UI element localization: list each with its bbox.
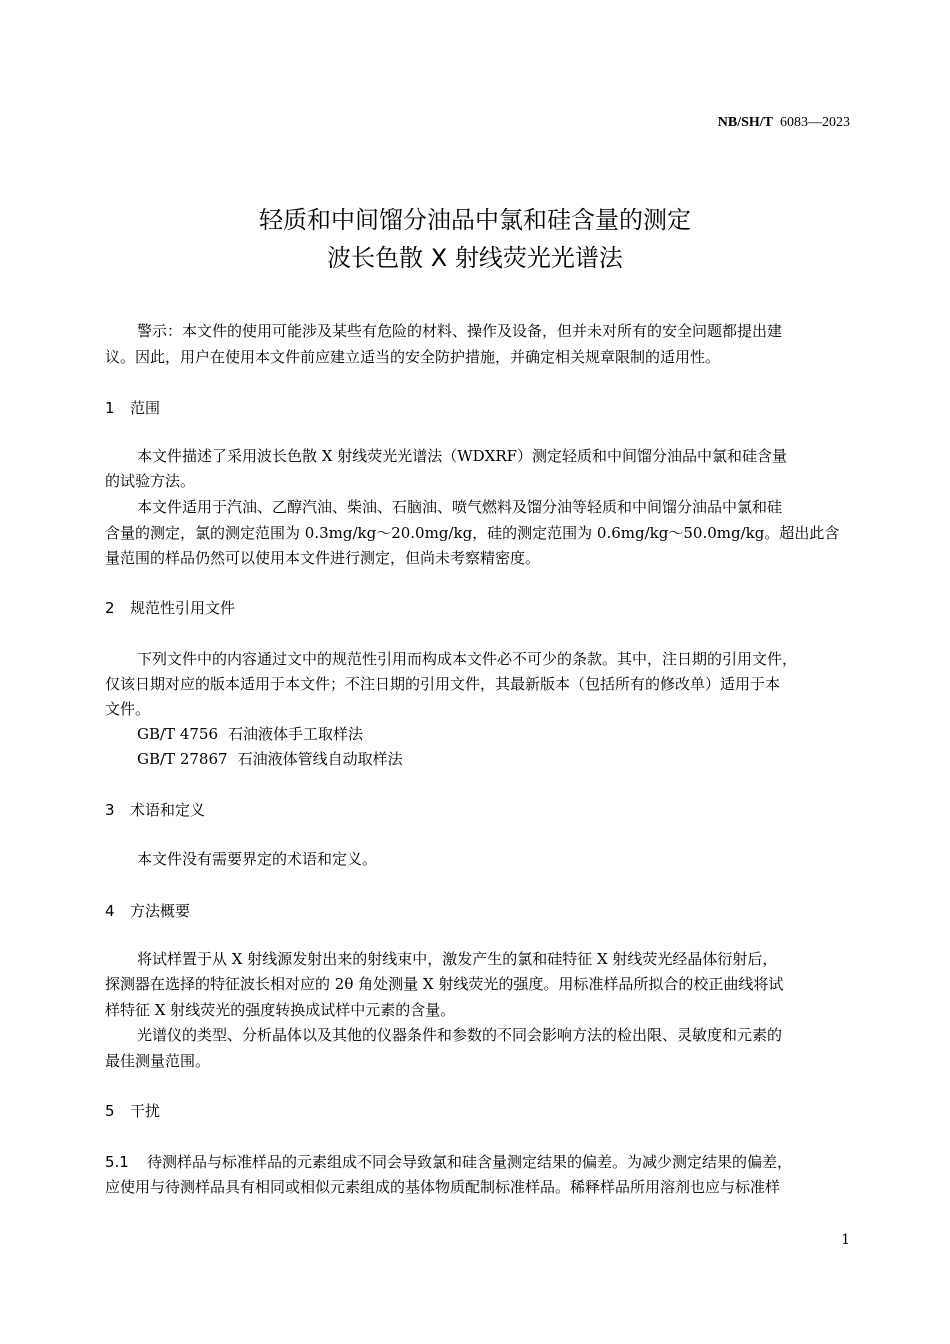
section-heading-4 xyxy=(105,900,190,921)
clause-number: 5.1 xyxy=(105,1153,129,1171)
paragraph-line: 本文件没有需要界定的术语和定义。 xyxy=(137,850,378,868)
section-heading-3 xyxy=(105,799,205,820)
paragraph-line: 下列文件中的内容通过文中的规范性引用而构成本文件必不可少的条款。其中，注日期的引用文件， xyxy=(137,650,798,668)
paragraph-line: 本文件描述了采用波长色散 X 射线荧光光谱法（WDXRF）测定轻质和中间馏分油品中氯和硅含量 xyxy=(137,447,788,465)
doc-title-line1: 轻质和中间馏分油品中氯和硅含量的测定 xyxy=(259,206,691,234)
normative-reference xyxy=(137,748,403,769)
paragraph-line: 文件。 xyxy=(105,700,151,718)
section-heading-5 xyxy=(105,1100,160,1121)
paragraph-line: 本文件适用于汽油、乙醇汽油、柴油、石脑油、喷气燃料及馏分油等轻质和中间馏分油品中氯和硅 xyxy=(137,498,783,516)
standard-prefix: NB/SH/T xyxy=(717,115,773,130)
standard-number xyxy=(718,115,850,131)
doc-title-line2: 波长色散 X 射线荧光光谱法 xyxy=(327,244,623,272)
reference-name: 石油液体手工取样法 xyxy=(228,725,364,743)
paragraph-line: 的试验方法。 xyxy=(105,472,196,490)
warning-line2: 议。因此，用户在使用本文件前应建立适当的安全防护措施，并确定相关规章限制的适用性。 xyxy=(105,348,721,366)
paragraph-line: 待测样品与标准样品的元素组成不同会导致氯和硅含量测定结果的偏差。为减少测定结果的偏差， xyxy=(147,1153,793,1171)
clause-5-1 xyxy=(105,1151,792,1172)
section-number: 1 xyxy=(105,399,115,417)
section-title: 术语和定义 xyxy=(130,801,206,819)
paragraph-line: 探测器在选择的特征波长相对应的 2θ 角处测量 X 射线荧光的强度。用标准样品所拟合的校正曲线将试 xyxy=(105,975,784,993)
reference-code: GB/T 27867 xyxy=(137,750,228,768)
paragraph-line: 光谱仪的类型、分析晶体以及其他的仪器条件和参数的不同会影响方法的检出限、灵敏度和元素的 xyxy=(137,1026,783,1044)
section-number: 3 xyxy=(105,801,115,819)
normative-reference xyxy=(137,723,363,744)
section-number: 5 xyxy=(105,1102,115,1120)
section-title: 范围 xyxy=(130,399,161,417)
page-number: 1 xyxy=(841,1232,850,1248)
paragraph-line: 仅该日期对应的版本适用于本文件；不注日期的引用文件，其最新版本（包括所有的修改单）适用于本 xyxy=(105,675,781,693)
section-number: 4 xyxy=(105,902,115,920)
reference-name: 石油液体管线自动取样法 xyxy=(237,750,403,768)
paragraph-line: 将试样置于从 X 射线源发射出来的射线束中，激发产生的氯和硅特征 X 射线荧光经晶体衍射后， xyxy=(137,950,778,968)
paragraph-line: 应使用与待测样品具有相同或相似元素组成的基体物质配制标准样品。稀释样品所用溶剂也应与标准样 xyxy=(105,1178,781,1196)
paragraph-line: 样特征 X 射线荧光的强度转换成试样中元素的含量。 xyxy=(105,1001,456,1019)
section-heading-1 xyxy=(105,397,160,418)
standard-code: 6083—2023 xyxy=(780,115,850,130)
section-title: 干扰 xyxy=(130,1102,161,1120)
paragraph-line: 最佳测量范围。 xyxy=(105,1052,211,1070)
section-heading-2 xyxy=(105,597,235,618)
reference-code: GB/T 4756 xyxy=(137,725,219,743)
warning-line1: 警示：本文件的使用可能涉及某些有危险的材料、操作及设备，但并未对所有的安全问题都提出建 xyxy=(137,322,783,340)
paragraph-line: 量范围的样品仍然可以使用本文件进行测定，但尚未考察精密度。 xyxy=(105,549,541,567)
section-number: 2 xyxy=(105,599,115,617)
section-title: 方法概要 xyxy=(130,902,191,920)
paragraph-line: 含量的测定，氯的测定范围为 0.3mg/kg～20.0mg/kg，硅的测定范围为 0.6mg/kg～50.0mg/kg。超出此含 xyxy=(105,524,840,542)
section-title: 规范性引用文件 xyxy=(130,599,236,617)
